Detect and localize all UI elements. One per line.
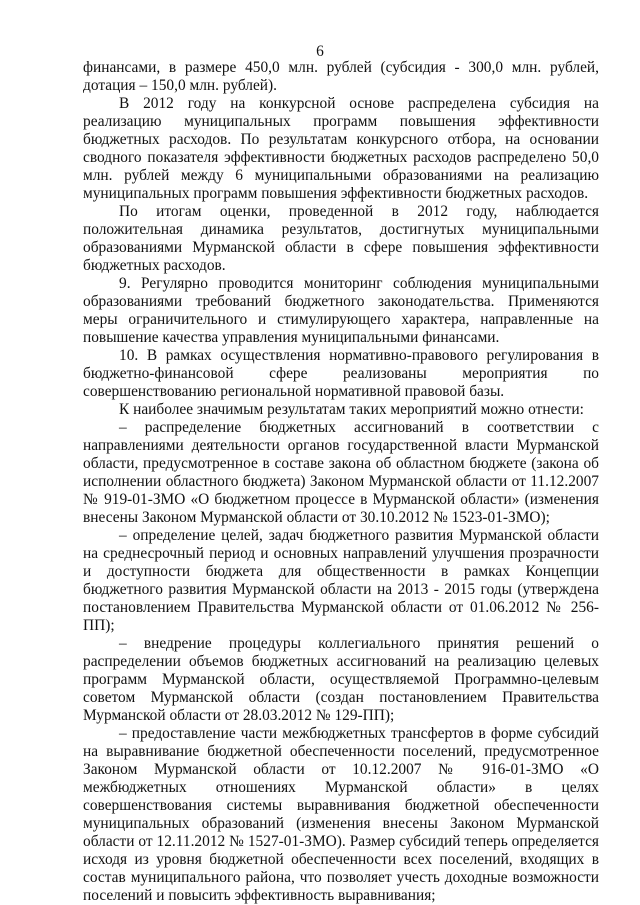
paragraph-3: По итогам оценки, проведенной в 2012 году, наблюдается положительная динамика результатов, достигнутых муниципальными образованиями Мурманской области в сфере повышения эффективности бюджетных расходов. [83,203,599,274]
list-item-2: – определение целей, задач бюджетного развития Мурманской области на среднесрочный период и основных направлений улучшения прозрачности и доступности бюджета для общественности в рамках Концепции бюджетного развития Мурманской области на 2013 - 2015 годы (утверждена постановлением Правительства Мурманской области от 01.06.2012 № 256-ПП); [83,527,599,634]
list-item-3: – внедрение процедуры коллегиального принятия решений о распределении объемов бюджетных ассигнований на реализацию целевых программ Мурманской области, осуществляемой Программно-целевым советом Мурманской области (создан постановлением Правительства Мурманской области от 28.03.2012 № 129-ПП); [83,635,599,724]
document-body [83,59,599,905]
list-item-1: – распределение бюджетных ассигнований в соответствии с направлениями деятельности органов государственной власти Мурманской области, предусмотренное в составе закона об областном бюджете (закона об исполнении областного бюджета) Законом Мурманской области от 11.12.2007 № 919-01-ЗМО «О бюджетном процессе в Мурманской области» (изменения внесены Законом Мурманской области от 30.10.2012 № 1523-01-ЗМО); [83,419,599,526]
paragraph-5: 10. В рамках осуществления нормативно-правового регулирования в бюджетно-финансовой сфере реализованы мероприятия по совершенствованию региональной нормативной правовой базы. [83,347,599,400]
list-item-4: – предоставление части межбюджетных трансфертов в форме субсидий на выравнивание бюджетной обеспеченности поселений, предусмотренное Законом Мурманской области от 10.12.2007 № 916-01-ЗМО «О межбюджетных отношениях Мурманской области» в целях совершенствования системы выравнивания бюджетной обеспеченности муниципальных образований (изменения внесены Законом Мурманской области от 12.11.2012 № 1527-01-ЗМО). Размер субсидий теперь определяется исходя из уровня бюджетной обеспеченности всех поселений, входящих в состав муниципального района, что позволяет учесть доходные возможности поселений и повысить эффективность выравнивания; [83,725,599,904]
paragraph-2: В 2012 году на конкурсной основе распределена субсидия на реализацию муниципальных программ повышения эффективности бюджетных расходов. По результатам конкурсного отбора, на основании сводного показателя эффективности бюджетных расходов распределено 50,0 млн. рублей между 6 муниципальными образованиями на реализацию муниципальных программ повышения эффективности бюджетных расходов. [83,95,599,202]
page-number: 6 [316,43,324,60]
paragraph-4: 9. Регулярно проводится мониторинг соблюдения муниципальными образованиями требований бюджетного законодательства. Применяются меры ограничительного и стимулирующего характера, направленные на повышение качества управления муниципальными финансами. [83,275,599,346]
paragraph-1: финансами, в размере 450,0 млн. рублей (субсидия - 300,0 млн. рублей, дотация – 150,0 млн. рублей). [83,59,599,94]
paragraph-6: К наиболее значимым результатам таких мероприятий можно отнести: [119,401,584,418]
